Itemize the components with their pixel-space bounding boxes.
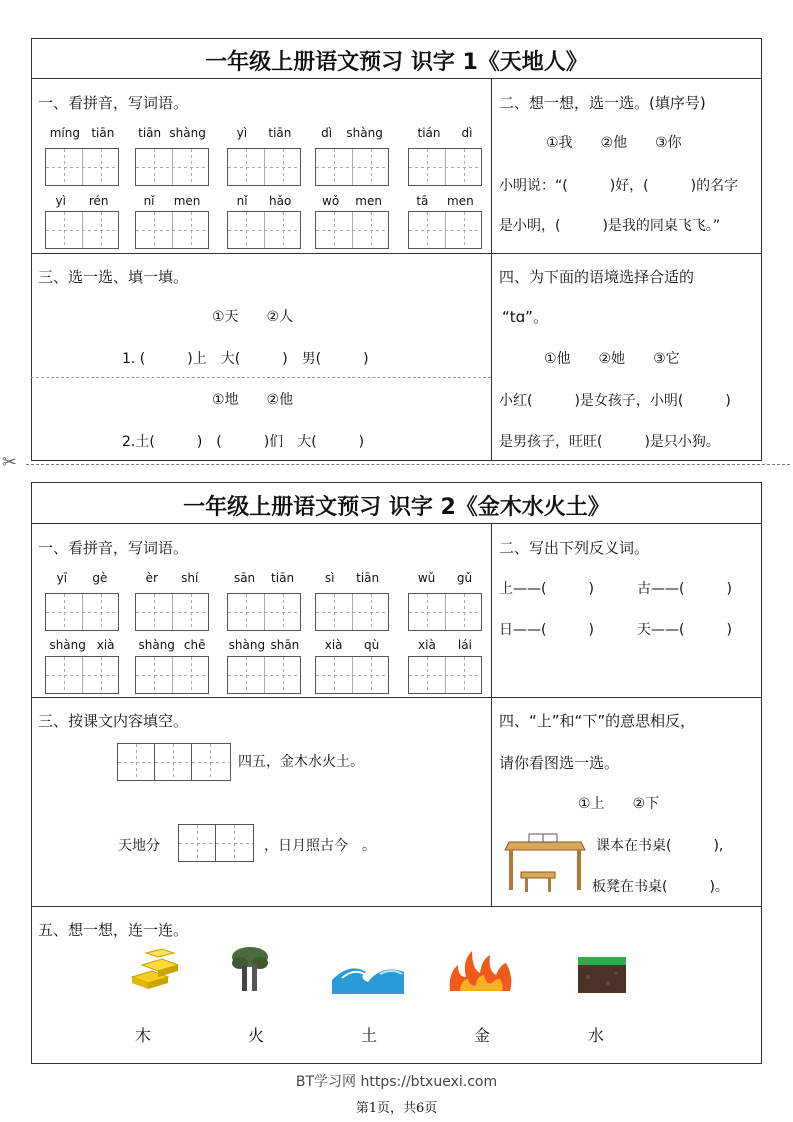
pinyin-syllable: yì [236, 126, 248, 140]
writing-grid[interactable] [315, 148, 389, 186]
lesson2-s2-line2b: 天——( ) [637, 622, 732, 638]
writing-grid[interactable] [227, 211, 301, 249]
lesson1-s3-line2: 2.土( ) ( )们 大( ) [122, 434, 365, 450]
writing-grid[interactable] [45, 593, 119, 631]
pinyin-syllable: dì [321, 126, 333, 140]
pinyin-syllable: shàng [346, 126, 383, 140]
pinyin-syllable: nǐ [236, 194, 248, 208]
lesson2-s4-line2: 板凳在书桌( )。 [592, 879, 729, 895]
writing-grid[interactable] [408, 656, 482, 694]
writing-grid[interactable] [408, 211, 482, 249]
writing-grid[interactable] [227, 593, 301, 631]
writing-grid[interactable] [45, 656, 119, 694]
pinyin-syllable: xià [96, 638, 115, 652]
lesson1-s2-options: ①我 ②他 ③你 [546, 135, 682, 151]
pinyin-syllable: gè [92, 571, 108, 585]
lesson2-s3-line2b: ，日月照古今 。 [264, 838, 376, 854]
pinyin-label [407, 126, 483, 140]
pinyin-syllable: tiān [268, 126, 292, 140]
match-word[interactable]: 火 [247, 1026, 264, 1045]
writing-grid[interactable] [408, 148, 482, 186]
pinyin-label [44, 126, 120, 140]
pinyin-syllable: chē [183, 638, 206, 652]
lesson2-s3-line1: 四五，金木水火土。 [238, 754, 364, 770]
gold-icon [128, 947, 184, 991]
fire-icon [448, 949, 514, 991]
pinyin-label [314, 571, 390, 585]
pinyin-label [134, 194, 210, 208]
pinyin-syllable: xià [324, 638, 343, 652]
lesson1-s2-line1: 小明说：“( )好，( )的名字 [499, 178, 739, 194]
pinyin-label [407, 638, 483, 652]
pinyin-syllable: tiān [91, 126, 115, 140]
pinyin-syllable: míng [49, 126, 80, 140]
pinyin-syllable: shàng [49, 638, 86, 652]
lesson1-s3-options1: ①天 ②人 [212, 309, 294, 325]
lesson1-s2-line2: 是小明，( )是我的同桌飞飞。” [499, 218, 721, 234]
lesson1-s4-heading2: “tɑ”。 [502, 308, 548, 326]
lesson2-s4-heading: 四、“上”和“下”的意思相反， [499, 712, 696, 730]
pinyin-syllable: shàng [228, 638, 266, 652]
pinyin-label [134, 638, 210, 652]
pinyin-label [134, 571, 210, 585]
lesson1-s4-line2: 是男孩子，旺旺( )是只小狗。 [499, 434, 720, 450]
lesson2-s4-line1: 课本在书桌( ), [596, 838, 724, 854]
pinyin-syllable: yī [56, 571, 68, 585]
pinyin-syllable: sān [233, 571, 256, 585]
lesson1-s2-heading: 二、想一想，选一选。(填序号) [499, 94, 706, 112]
pinyin-syllable: tián [417, 126, 441, 140]
pinyin-label [314, 194, 390, 208]
pinyin-syllable: nǐ [143, 194, 155, 208]
pinyin-label [134, 126, 210, 140]
pinyin-syllable: sì [324, 571, 335, 585]
soil-icon [578, 957, 626, 993]
scissor-icon: ✂ [2, 452, 18, 473]
pinyin-label [44, 194, 120, 208]
match-word[interactable]: 金 [473, 1026, 490, 1045]
pinyin-syllable: èr [145, 571, 158, 585]
tree-icon [230, 945, 270, 993]
lesson1-s4-options: ①他 ②她 ③它 [544, 351, 680, 367]
pinyin-syllable: men [173, 194, 201, 208]
footer-site: BT学习网 https://btxuexi.com [295, 1074, 498, 1090]
pinyin-label [407, 571, 483, 585]
pinyin-syllable: shàng [169, 126, 206, 140]
lesson1-s3-heading: 三、选一选、填一填。 [38, 268, 189, 286]
pinyin-syllable: gǔ [456, 571, 473, 585]
pinyin-label [314, 638, 390, 652]
lesson2-s3-heading: 三、按课文内容填空。 [38, 712, 189, 730]
pinyin-label [407, 194, 483, 208]
pinyin-syllable: shàng [138, 638, 175, 652]
pinyin-label [226, 126, 302, 140]
writing-grid[interactable] [45, 148, 119, 186]
pinyin-label [44, 638, 120, 652]
writing-grid[interactable] [135, 148, 209, 186]
pinyin-syllable: men [447, 194, 474, 208]
pinyin-syllable: yì [55, 194, 66, 208]
desk-icon [503, 828, 587, 894]
pinyin-syllable: shí [181, 571, 199, 585]
writing-grid[interactable] [315, 593, 389, 631]
lesson2-s3-line2a: 天地分 [118, 838, 160, 854]
writing-grid[interactable] [45, 211, 119, 249]
pinyin-syllable: hǎo [268, 194, 292, 208]
lesson1-title: 一年级上册语文预习 识字 1《天地人》 [205, 50, 588, 75]
pinyin-label [226, 194, 302, 208]
lesson1-s1-heading: 一、看拼音，写词语。 [38, 94, 189, 112]
pinyin-syllable: xià [418, 638, 436, 652]
water-wave-icon [332, 958, 404, 994]
lesson2-s4-heading2: 请你看图选一选。 [499, 754, 620, 772]
match-word[interactable]: 水 [587, 1026, 604, 1045]
pinyin-syllable: men [355, 194, 382, 208]
writing-grid[interactable] [227, 656, 301, 694]
writing-grid[interactable] [315, 656, 389, 694]
pinyin-syllable: lái [457, 638, 472, 652]
lesson1-s3-options2: ①地 ②他 [212, 392, 294, 408]
lesson2-s2-line1a: 上——( ) [499, 581, 594, 597]
pinyin-syllable: tā [416, 194, 429, 208]
pinyin-label [226, 638, 302, 652]
lesson1-s3-line1: 1. ( )上 大( ) 男( ) [122, 351, 369, 367]
lesson2-s2-line1b: 古——( ) [637, 581, 732, 597]
match-word[interactable]: 木 [134, 1026, 151, 1045]
lesson2-s2-line2a: 日——( ) [499, 622, 594, 638]
footer-page-number: 第1页，共6页 [355, 1101, 438, 1116]
pinyin-label [314, 126, 390, 140]
lesson1-s4-line1: 小红( )是女孩子，小明( ) [499, 393, 731, 409]
writing-grid[interactable] [315, 211, 389, 249]
pinyin-syllable: wǔ [417, 571, 436, 585]
pinyin-label [44, 571, 120, 585]
lesson2-title: 一年级上册语文预习 识字 2《金木水火土》 [183, 495, 610, 520]
pinyin-syllable: qù [364, 638, 380, 652]
pinyin-syllable: wǒ [322, 194, 340, 208]
writing-grid[interactable] [227, 148, 301, 186]
lesson2-s4-options: ①上 ②下 [578, 796, 660, 812]
writing-grid[interactable] [408, 593, 482, 631]
writing-grid-4[interactable] [117, 743, 231, 781]
lesson1-s4-heading: 四、为下面的语境选择合适的 [499, 268, 695, 286]
pinyin-label [226, 571, 302, 585]
writing-grid[interactable] [135, 656, 209, 694]
pinyin-syllable: rén [88, 194, 109, 208]
writing-grid[interactable] [135, 593, 209, 631]
lesson2-s2-heading: 二、写出下列反义词。 [499, 539, 650, 557]
writing-grid-3[interactable] [178, 824, 254, 862]
pinyin-syllable: dì [461, 126, 473, 140]
cut-line [26, 464, 790, 465]
pinyin-syllable: shān [270, 638, 300, 652]
lesson2-s1-heading: 一、看拼音，写词语。 [38, 539, 189, 557]
lesson2-s5-heading: 五、想一想，连一连。 [38, 921, 189, 939]
pinyin-syllable: tiān [271, 571, 295, 585]
writing-grid[interactable] [135, 211, 209, 249]
match-word[interactable]: 土 [360, 1026, 377, 1045]
pinyin-syllable: tiān [138, 126, 162, 140]
pinyin-syllable: tiān [356, 571, 380, 585]
